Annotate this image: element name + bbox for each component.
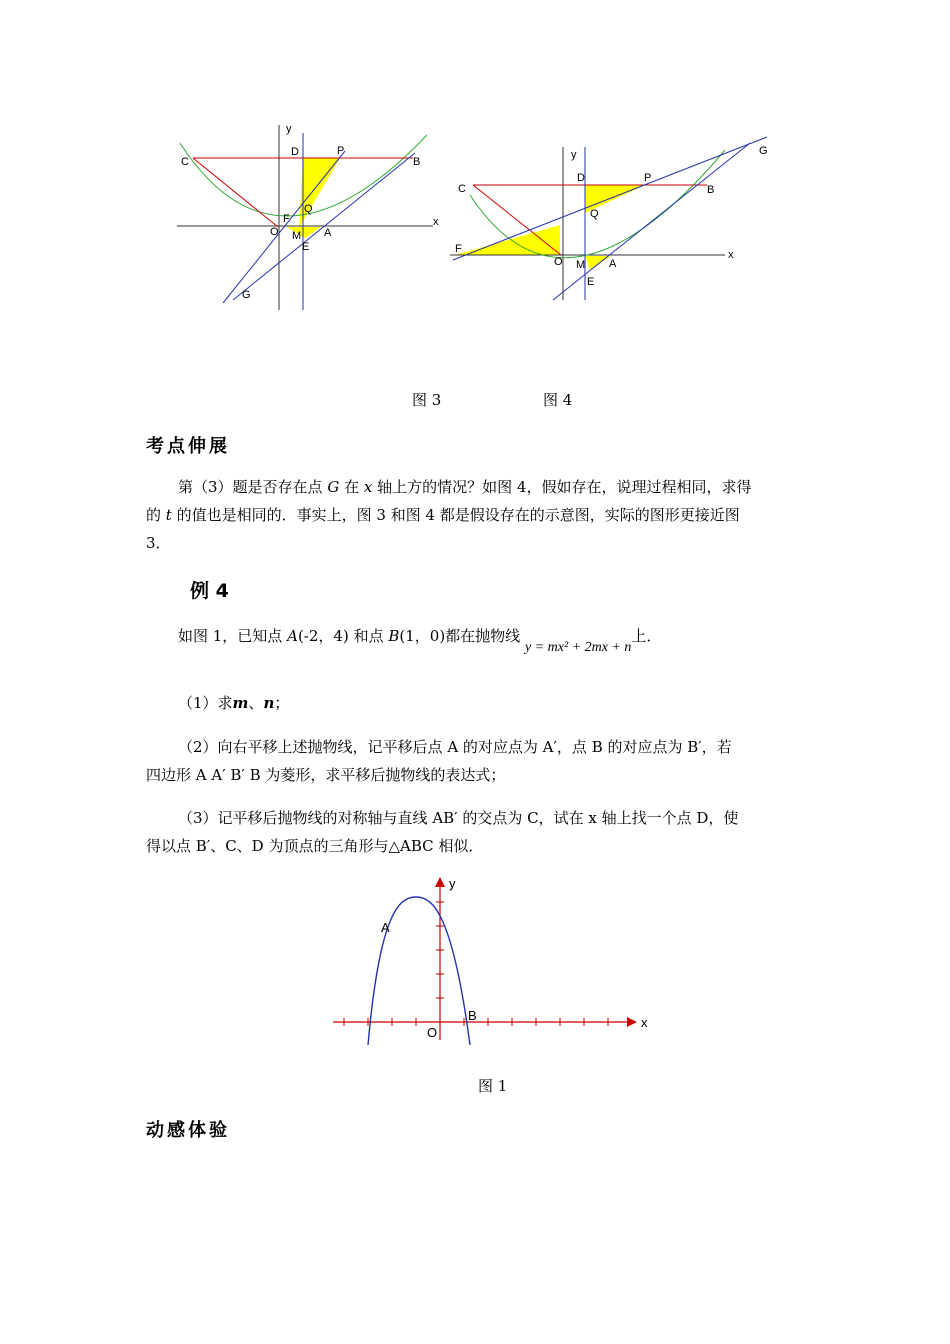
- fig1-x-arrow: [627, 1017, 637, 1027]
- fig3-label-x: x: [433, 216, 439, 228]
- fig3-label-C: C: [181, 156, 189, 168]
- fig4-label-F: F: [455, 243, 462, 255]
- fig1-label-y: y: [449, 876, 456, 891]
- fig3-shaded-region-upper: [299, 158, 340, 228]
- fig1-y-arrow: [435, 877, 445, 887]
- fig4-label-x: x: [728, 249, 734, 261]
- extension-paragraph: 第（3）题是否存在点 G 在 x 轴上方的情况？如图 4，假如存在，说理过程相同，求得 的 t 的值也是相同的．事实上，图 3 和图 4 都是假设存在的示意图，实际的图形更接近图 3．: [146, 478, 752, 552]
- fig4-label-A: A: [609, 258, 617, 270]
- fig4-shaded-region-lower: [455, 225, 560, 255]
- fig3-label-A: A: [324, 227, 332, 239]
- figure-1: [325, 870, 655, 1045]
- fig4-label-D: D: [577, 172, 585, 184]
- fig4-label-Q: Q: [590, 208, 599, 220]
- fig1-label-B: B: [468, 1008, 477, 1023]
- caption-figure-4: 图 4: [543, 391, 573, 409]
- parabola-formula: y = mx² + 2mx + n: [524, 640, 632, 655]
- example-intro: 如图 1，已知点 A(-2，4) 和点 B(1，0)都在抛物线 y = mx² + 2mx + n上．: [178, 622, 818, 652]
- fig4-label-P: P: [644, 172, 652, 184]
- fig4-label-G: G: [759, 145, 768, 157]
- fig4-label-E: E: [587, 276, 595, 288]
- fig3-label-F: F: [283, 213, 290, 225]
- figure-3: [165, 115, 445, 315]
- fig4-label-M: M: [576, 259, 586, 271]
- fig4-label-C: C: [458, 183, 466, 195]
- fig1-label-A: A: [381, 920, 390, 935]
- fig3-label-M: M: [292, 230, 302, 242]
- fig3-label-D: D: [291, 146, 299, 158]
- fig4-line-BG-steep: [553, 143, 750, 300]
- fig4-label-B: B: [707, 184, 715, 196]
- fig4-line-FG: [453, 137, 767, 260]
- fig3-label-B: B: [413, 156, 421, 168]
- caption-figure-1: 图 1: [478, 1077, 508, 1095]
- fig3-label-G: G: [242, 289, 251, 301]
- fig4-label-y: y: [571, 149, 577, 161]
- fig4-label-O: O: [554, 256, 563, 268]
- fig1-label-x: x: [641, 1015, 648, 1030]
- example-title: 例 4: [190, 580, 229, 602]
- fig3-label-Q: Q: [304, 203, 313, 215]
- fig1-label-O: O: [427, 1025, 438, 1040]
- question-3: （3）记平移后抛物线的对称轴与直线 AB′ 的交点为 C，试在 x 轴上找一个点 D，使 得以点 B′、C、D 为顶点的三角形与△ABC 相似．: [146, 809, 739, 855]
- question-2: （2）向右平移上述抛物线，记平移后点 A 的对应点为 A′，点 B 的对应点为 B′，若 四边形 A A′ B′ B 为菱形，求平移后抛物线的表达式；: [146, 738, 732, 784]
- section-heading-extension: 考点伸展: [146, 436, 230, 457]
- fig3-label-O: O: [270, 226, 279, 238]
- question-1: （1）求m、n；: [178, 694, 290, 712]
- fig3-label-E: E: [302, 241, 310, 253]
- fig4-shaded-region-small: [585, 256, 611, 270]
- fig3-label-P: P: [337, 145, 345, 157]
- fig3-line-CO: [193, 158, 278, 227]
- caption-figure-3: 图 3: [412, 391, 442, 409]
- figure-4: [445, 125, 785, 310]
- fig3-label-y: y: [286, 123, 292, 135]
- section-heading-dynamic: 动感体验: [146, 1120, 230, 1141]
